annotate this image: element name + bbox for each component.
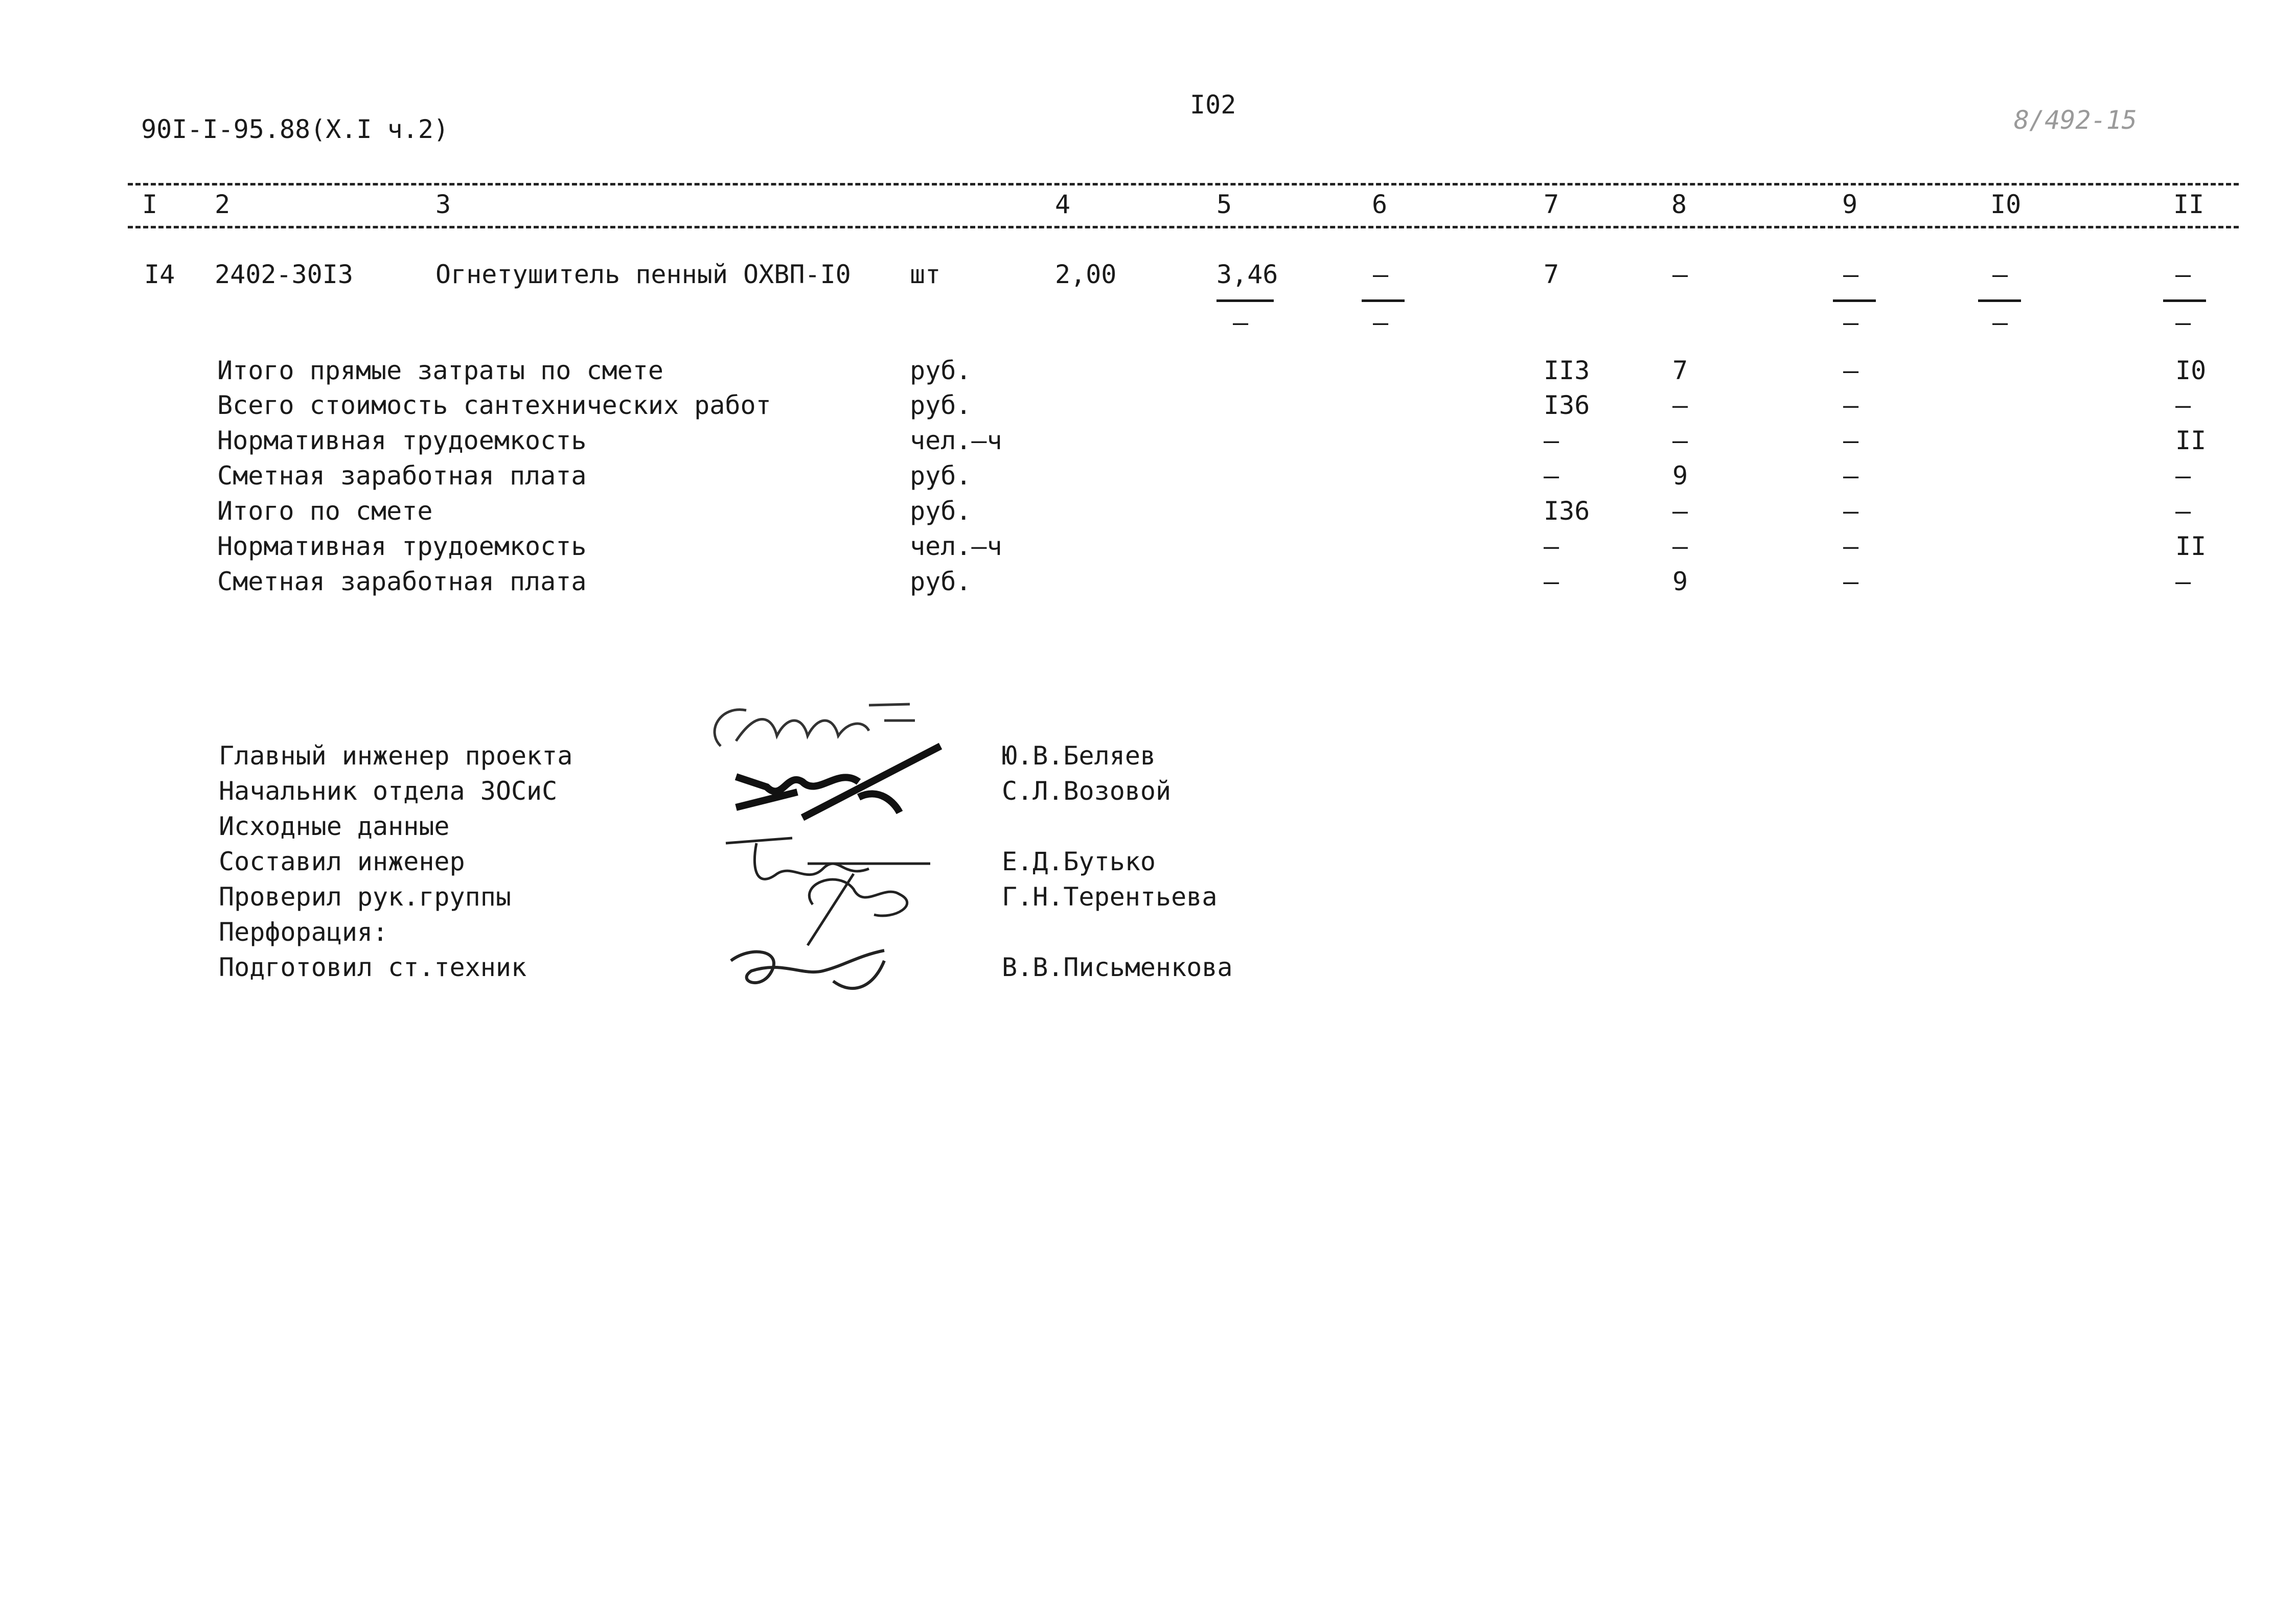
summary-unit: чел.–ч [910, 426, 1002, 455]
summary-col8: – [1672, 496, 1688, 526]
item-col10-sub: – [1992, 308, 2008, 337]
column-number: II [2173, 190, 2205, 219]
column-number: I [142, 190, 158, 219]
signature-name: Г.Н.Терентьева [1002, 882, 1218, 912]
item-col11: – [2175, 260, 2191, 289]
summary-col9: – [1843, 567, 1859, 596]
summary-col9: – [1843, 461, 1859, 491]
summary-col9: – [1843, 496, 1859, 526]
summary-unit: чел.–ч [910, 531, 1002, 561]
summary-col7: – [1544, 426, 1559, 455]
signature-mark [726, 741, 940, 828]
summary-col11: II [2175, 426, 2207, 455]
signature-name: Е.Д.Бутько [1002, 847, 1156, 876]
summary-label: Сметная заработная плата [217, 461, 587, 491]
signature-role: Подготовил ст.техник [219, 953, 527, 982]
summary-label: Всего стоимость сантехнических работ [217, 390, 771, 420]
summary-col7: I36 [1544, 496, 1590, 526]
summary-col7: II3 [1544, 356, 1590, 385]
signature-mark [792, 864, 935, 950]
fraction-bar [1978, 299, 2021, 302]
item-col11-sub: – [2175, 308, 2191, 337]
summary-col8: 9 [1672, 567, 1688, 596]
summary-col11: – [2175, 496, 2191, 526]
signature-role: Исходные данные [219, 811, 450, 841]
summary-col8: 7 [1672, 356, 1688, 385]
signature-role: Перфорация: [219, 917, 388, 947]
item-number: I4 [144, 260, 175, 289]
item-col5-sub: – [1233, 308, 1249, 337]
item-unit: шт [910, 260, 941, 289]
column-number: 4 [1055, 190, 1071, 219]
fraction-bar [1362, 299, 1405, 302]
summary-unit: руб. [910, 496, 972, 526]
summary-label: Нормативная трудоемкость [217, 426, 587, 455]
item-col8: – [1672, 260, 1688, 289]
item-quantity: 2,00 [1055, 260, 1117, 289]
column-number: 8 [1671, 190, 1687, 219]
item-col6: – [1373, 260, 1389, 289]
summary-col11: – [2175, 461, 2191, 491]
summary-unit: руб. [910, 461, 972, 491]
item-price: 3,46 [1216, 260, 1278, 289]
summary-col8: – [1672, 426, 1688, 455]
signature-mark [721, 940, 894, 1002]
archive-stamp: 8/492-15 [2014, 105, 2137, 135]
signature-role: Проверил рук.группы [219, 882, 511, 912]
page-number: I02 [1190, 90, 1236, 120]
summary-col8: – [1672, 531, 1688, 561]
signature-name: В.В.Письменкова [1002, 953, 1233, 982]
summary-col11: I0 [2175, 356, 2207, 385]
summary-label: Итого по смете [217, 496, 433, 526]
summary-col9: – [1843, 426, 1859, 455]
signature-role: Главный инженер проекта [219, 741, 573, 771]
column-number: 6 [1372, 190, 1388, 219]
header-bottom-rule [128, 226, 2239, 228]
summary-col9: – [1843, 356, 1859, 385]
column-number: 5 [1216, 190, 1232, 219]
summary-unit: руб. [910, 567, 972, 596]
item-col7: 7 [1544, 260, 1559, 289]
item-col9: – [1843, 260, 1859, 289]
summary-label: Нормативная трудоемкость [217, 531, 587, 561]
summary-col9: – [1843, 531, 1859, 561]
summary-col11: – [2175, 567, 2191, 596]
summary-col7: I36 [1544, 390, 1590, 420]
item-col9-sub: – [1843, 308, 1859, 337]
column-number: 9 [1842, 190, 1858, 219]
fraction-bar [1216, 299, 1274, 302]
summary-col9: – [1843, 390, 1859, 420]
item-col6-sub: – [1373, 308, 1389, 337]
summary-col7: – [1544, 531, 1559, 561]
summary-col11: – [2175, 390, 2191, 420]
summary-label: Итого прямые затраты по смете [217, 356, 663, 385]
column-number: 2 [215, 190, 231, 219]
fraction-bar [2163, 299, 2206, 302]
column-number: 3 [435, 190, 451, 219]
summary-col11: II [2175, 531, 2207, 561]
summary-col7: – [1544, 567, 1559, 596]
column-number: 7 [1544, 190, 1559, 219]
item-name: Огнетушитель пенный ОХВП-I0 [435, 260, 851, 289]
signature-role: Составил инженер [219, 847, 465, 876]
summary-unit: руб. [910, 390, 972, 420]
summary-col7: – [1544, 461, 1559, 491]
summary-unit: руб. [910, 356, 972, 385]
summary-label: Сметная заработная плата [217, 567, 587, 596]
signature-name: С.Л.Возовой [1002, 776, 1172, 806]
item-code: 2402-30I3 [215, 260, 353, 289]
document-code: 90I-I-95.88(X.I ч.2) [141, 114, 449, 144]
summary-col8: – [1672, 390, 1688, 420]
column-number: I0 [1990, 190, 2022, 219]
fraction-bar [1833, 299, 1876, 302]
header-top-rule [128, 183, 2239, 185]
signature-role: Начальник отдела ЗОСиС [219, 776, 558, 806]
summary-col8: 9 [1672, 461, 1688, 491]
signature-name: Ю.В.Беляев [1002, 741, 1156, 771]
item-col10: – [1992, 260, 2008, 289]
